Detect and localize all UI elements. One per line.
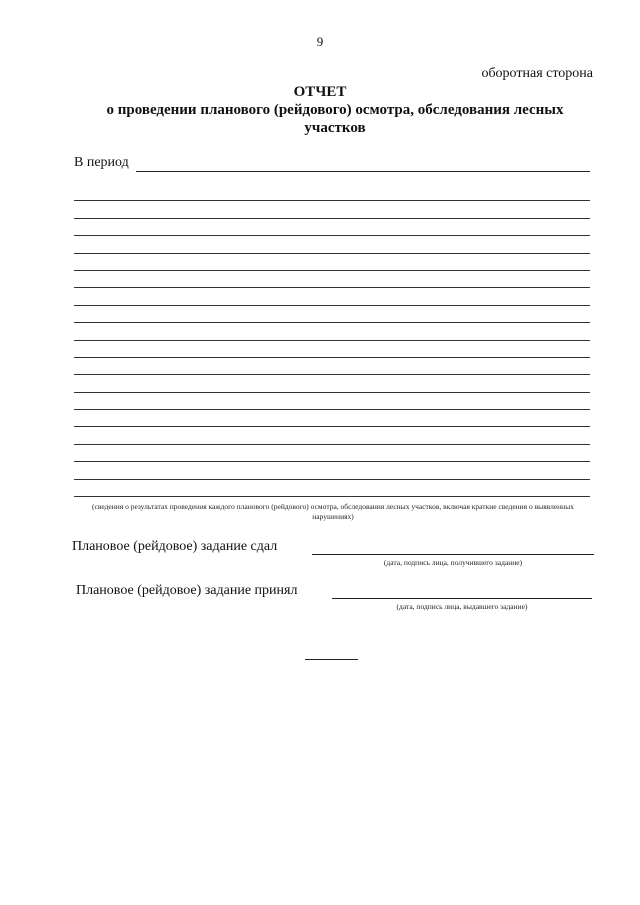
period-label: В период [74,155,133,171]
report-line[interactable] [74,341,590,358]
signature-accepted-label: Плановое (рейдовое) задание принял [76,583,298,598]
signature-passed-line[interactable] [312,554,594,555]
report-line[interactable] [74,462,590,479]
report-line[interactable] [74,201,590,218]
report-caption: (сведения о результатах проведения каждого планового (рейдового) осмотра, обследования лесных участков, включая краткие сведения о выявленных нарушениях) [92,502,574,521]
period-input-line[interactable] [136,171,590,172]
report-line[interactable] [74,254,590,271]
signature-accepted-hint: (дата, подпись лица, выдавшего задание) [396,602,528,611]
report-line[interactable] [74,306,590,323]
report-line[interactable] [74,219,590,236]
signature-row-accepted [76,583,596,613]
page-number: 9 [316,34,324,49]
document-subtitle: о проведении планового (рейдового) осмотра, обследования лесных участков [106,102,564,136]
report-line[interactable] [74,288,590,305]
report-line[interactable] [74,393,590,410]
report-line[interactable] [74,375,590,392]
report-line[interactable] [74,480,590,497]
report-line[interactable] [74,427,590,444]
signature-passed-label: Плановое (рейдовое) задание сдал [72,539,278,554]
report-line[interactable] [74,410,590,427]
report-line[interactable] [74,271,590,288]
side-label: оборотная сторона [481,66,593,81]
document-title: ОТЧЕТ [293,84,347,100]
report-ruled-lines[interactable] [74,184,590,497]
report-line[interactable] [74,236,590,253]
signature-accepted-line[interactable] [332,598,592,599]
signature-passed-hint: (дата, подпись лица, получившего задание) [383,558,523,567]
end-dash [305,659,358,660]
report-line[interactable] [74,358,590,375]
signature-row-passed [72,539,596,569]
report-line[interactable] [74,445,590,462]
report-line[interactable] [74,323,590,340]
report-line[interactable] [74,184,590,201]
period-row [74,155,590,173]
